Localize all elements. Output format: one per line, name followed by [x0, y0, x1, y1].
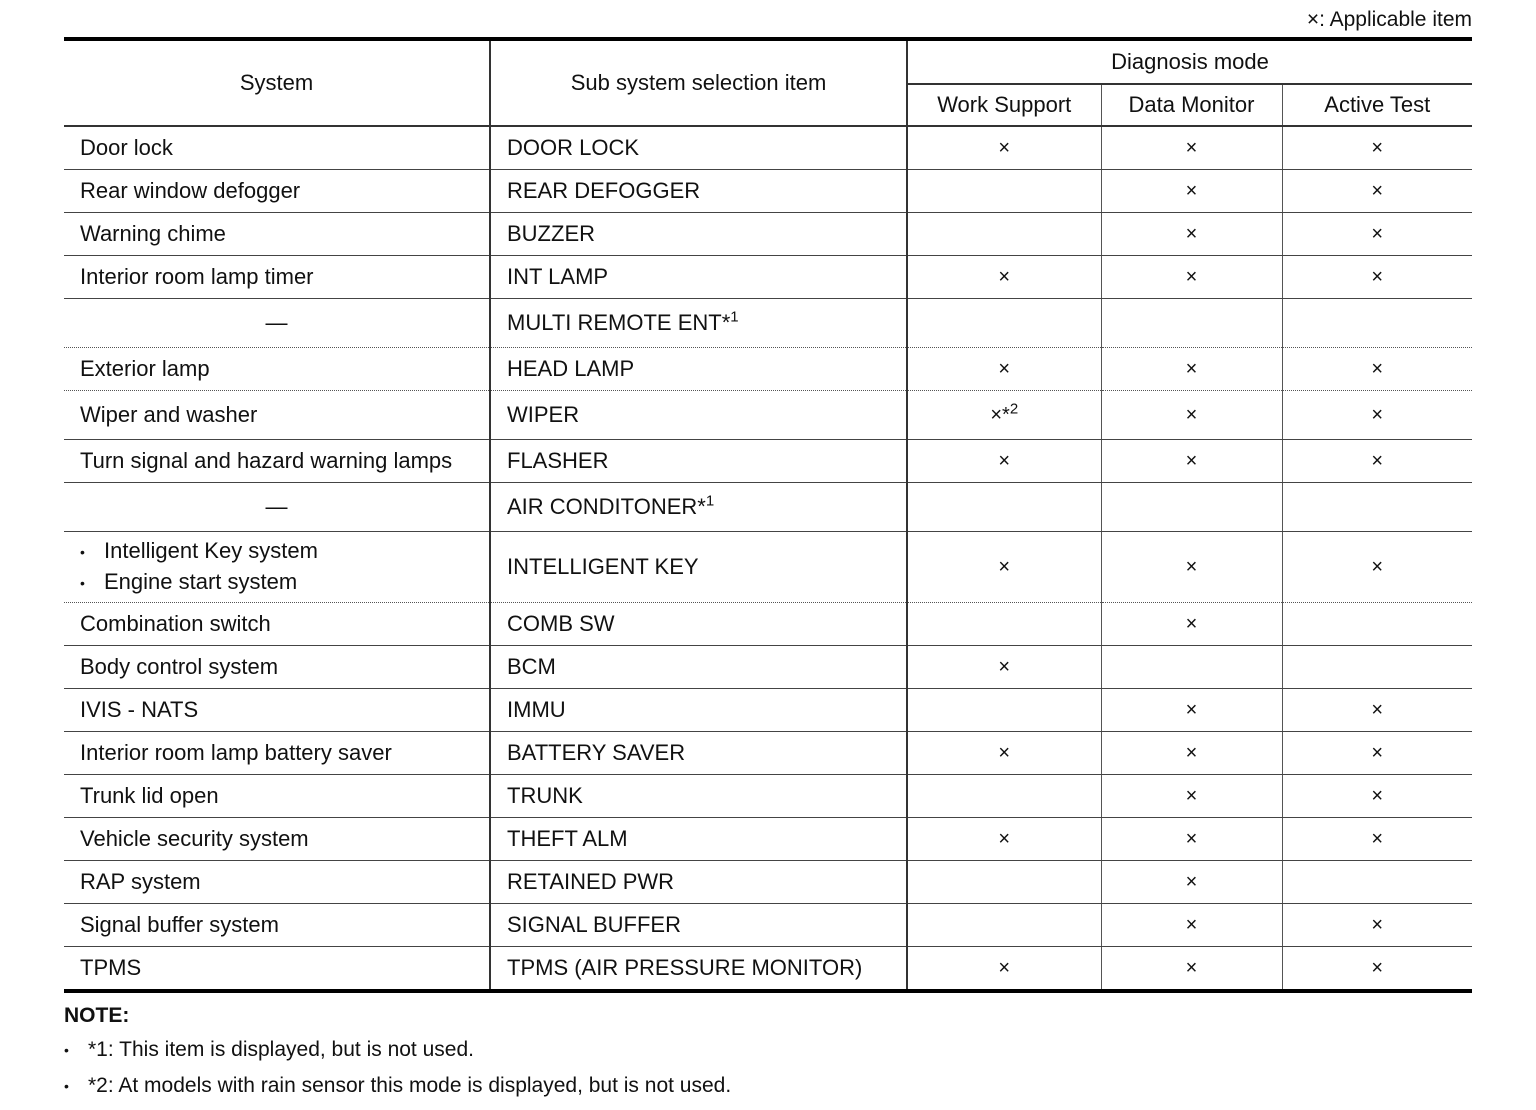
subsystem-cell: RETAINED PWR	[490, 861, 907, 904]
work-support-cell: ×	[907, 732, 1101, 775]
system-cell: Door lock	[64, 126, 490, 170]
work-support-cell: ×	[907, 532, 1101, 603]
table-row	[64, 732, 1472, 775]
work-support-cell	[907, 603, 1101, 646]
active-test-cell: ×	[1282, 775, 1472, 818]
note-item	[64, 1038, 731, 1074]
table-row	[64, 904, 1472, 947]
active-test-cell: ×	[1282, 689, 1472, 732]
subsystem-text: AIR CONDITONER*	[507, 494, 706, 519]
data-monitor-cell: ×	[1101, 213, 1282, 256]
data-monitor-cell: ×	[1101, 391, 1282, 440]
data-monitor-cell	[1101, 646, 1282, 689]
work-support-cell	[907, 689, 1101, 732]
subsystem-cell: WIPER	[490, 391, 907, 440]
active-test-cell: ×	[1282, 126, 1472, 170]
subsystem-cell: INT LAMP	[490, 256, 907, 299]
subsystem-cell: REAR DEFOGGER	[490, 170, 907, 213]
subsystem-cell: SIGNAL BUFFER	[490, 904, 907, 947]
subsystem-cell: FLASHER	[490, 440, 907, 483]
note-section	[64, 1004, 731, 1110]
table-row	[64, 818, 1472, 861]
active-test-cell: ×	[1282, 348, 1472, 391]
table-row	[64, 299, 1472, 348]
active-test-cell: ×	[1282, 213, 1472, 256]
work-support-cell	[907, 170, 1101, 213]
table-row	[64, 213, 1472, 256]
header-work-support: Work Support	[907, 84, 1101, 126]
system-cell: Warning chime	[64, 213, 490, 256]
active-test-cell: ×	[1371, 956, 1384, 979]
list-item-text: Engine start system	[104, 569, 298, 594]
data-monitor-cell: ×	[1101, 947, 1282, 992]
system-cell: Rear window defogger	[64, 170, 490, 213]
data-monitor-cell: ×	[1101, 732, 1282, 775]
active-test-cell: ×	[1282, 170, 1472, 213]
table-row	[64, 256, 1472, 299]
active-test-cell	[1282, 646, 1472, 689]
table-row	[64, 947, 1472, 992]
system-cell: TPMS	[64, 947, 490, 992]
data-monitor-cell: ×	[1101, 532, 1282, 603]
applicable-item-legend: ×: Applicable item	[1306, 8, 1472, 31]
subsystem-cell: DOOR LOCK	[490, 126, 907, 170]
work-support-cell	[907, 213, 1101, 256]
data-monitor-cell	[1101, 483, 1282, 532]
subsystem-text: MULTI REMOTE ENT*	[507, 310, 731, 335]
data-monitor-cell: ×	[1101, 818, 1282, 861]
table-row	[64, 646, 1472, 689]
work-support-cell	[907, 483, 1101, 532]
work-support-cell	[907, 299, 1101, 348]
data-monitor-cell: ×	[1101, 904, 1282, 947]
bullet: •	[80, 574, 85, 591]
table-row	[64, 532, 1472, 603]
system-cell: IVIS - NATS	[64, 689, 490, 732]
bullet: •	[80, 544, 85, 560]
subsystem-cell: IMMU	[490, 689, 907, 732]
list-item	[80, 536, 489, 567]
table-row	[64, 391, 1472, 440]
system-cell: Wiper and washer	[64, 391, 490, 440]
system-cell: Interior room lamp battery saver	[64, 732, 490, 775]
subsystem-cell: BUZZER	[490, 213, 907, 256]
header-diagnosis-mode: Diagnosis mode	[907, 39, 1472, 84]
note-item-text: *2: At models with rain sensor this mode is displayed, but is not used.	[88, 1074, 732, 1097]
subsystem-cell	[490, 483, 907, 532]
table-row	[64, 689, 1472, 732]
system-cell: —	[64, 483, 490, 532]
note-title: NOTE:	[64, 1004, 130, 1027]
data-monitor-cell: ×	[1101, 861, 1282, 904]
active-test-cell	[1282, 299, 1472, 348]
table-row	[64, 775, 1472, 818]
system-cell: Vehicle security system	[64, 818, 490, 861]
active-test-cell: ×	[1282, 532, 1472, 603]
subsystem-cell: INTELLIGENT KEY	[490, 532, 907, 603]
work-support-cell	[907, 861, 1101, 904]
system-cell	[64, 532, 490, 603]
subsystem-cell: BCM	[490, 646, 907, 689]
system-cell: RAP system	[64, 861, 490, 904]
active-test-cell	[1282, 861, 1472, 904]
data-monitor-cell: ×	[1101, 775, 1282, 818]
work-support-cell: ×	[907, 818, 1101, 861]
work-support-cell: ×	[907, 440, 1101, 483]
work-support-cell: ×	[907, 126, 1101, 170]
bullet: •	[64, 1078, 69, 1095]
subsystem-cell: TRUNK	[490, 775, 907, 818]
system-bullet-list	[80, 536, 489, 597]
active-test-cell: ×	[1282, 391, 1472, 440]
work-support-cell	[907, 391, 1101, 440]
footnote-marker: 1	[730, 308, 739, 326]
list-item-text: Intelligent Key system	[104, 538, 318, 564]
table-row	[64, 170, 1472, 213]
active-test-cell	[1282, 603, 1472, 646]
system-cell: Signal buffer system	[64, 904, 490, 947]
note-item	[64, 1074, 731, 1110]
system-cell: —	[64, 299, 490, 348]
list-item	[80, 567, 489, 598]
active-test-cell: ×	[1282, 732, 1472, 775]
data-monitor-cell: ×	[1101, 256, 1282, 299]
system-cell: Interior room lamp timer	[64, 256, 490, 299]
header-system: System	[64, 39, 490, 126]
work-support-cell: ×	[907, 348, 1101, 391]
work-support-cell: ×	[907, 947, 1101, 992]
table-row	[64, 348, 1472, 391]
header-active-test: Active Test	[1282, 84, 1472, 126]
active-test-cell: ×	[1282, 818, 1472, 861]
header-subsystem: Sub system selection item	[490, 39, 907, 126]
data-monitor-cell: ×	[1101, 348, 1282, 391]
subsystem-cell: THEFT ALM	[490, 818, 907, 861]
subsystem-cell: HEAD LAMP	[490, 348, 907, 391]
work-support-cell	[907, 775, 1101, 818]
system-cell: Trunk lid open	[64, 775, 490, 818]
active-test-cell: ×	[1282, 256, 1472, 299]
note-item-text: *1: This item is displayed, but is not used.	[88, 1038, 474, 1061]
system-cell: Exterior lamp	[64, 348, 490, 391]
table-row	[64, 483, 1472, 532]
table-row	[64, 861, 1472, 904]
subsystem-cell: TPMS (AIR PRESSURE MONITOR)	[490, 947, 907, 992]
footnote-marker: 1	[705, 492, 715, 510]
table-row	[64, 440, 1472, 483]
data-monitor-cell: ×	[1101, 126, 1282, 170]
work-support-cell	[907, 904, 1101, 947]
work-support-cell: ×	[907, 256, 1101, 299]
subsystem-cell	[490, 299, 907, 348]
data-monitor-cell	[1101, 299, 1282, 348]
header-data-monitor: Data Monitor	[1101, 84, 1282, 126]
subsystem-cell: BATTERY SAVER	[490, 732, 907, 775]
work-support-mark: ×*	[990, 403, 1010, 426]
work-support-cell: ×	[907, 646, 1101, 689]
data-monitor-cell: ×	[1101, 440, 1282, 483]
footnote-marker: 2	[1009, 399, 1019, 417]
active-test-cell	[1282, 483, 1472, 532]
data-monitor-cell: ×	[1101, 689, 1282, 732]
table-row	[64, 126, 1472, 170]
subsystem-cell: COMB SW	[490, 603, 907, 646]
diagnosis-mode-table	[64, 37, 1472, 993]
system-cell: Combination switch	[64, 603, 490, 646]
system-cell: Turn signal and hazard warning lamps	[64, 440, 490, 483]
data-monitor-cell: ×	[1101, 170, 1282, 213]
data-monitor-cell: ×	[1101, 603, 1282, 646]
table-row	[64, 603, 1472, 646]
active-test-cell: ×	[1282, 904, 1472, 947]
active-test-cell: ×	[1282, 440, 1472, 483]
bullet: •	[64, 1042, 69, 1059]
system-cell: Body control system	[64, 646, 490, 689]
